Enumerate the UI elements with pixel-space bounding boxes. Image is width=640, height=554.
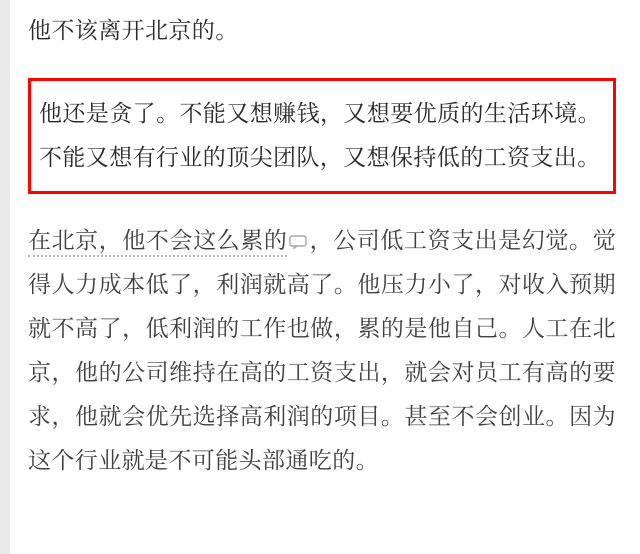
annotated-paragraph-rest: ，公司低工资支出是幻觉。觉得人力成本低了，利润就高了。他压力小了，对收入预期就不高了，低利润的工作也做，累的是他自己。人工在北京，他的公司维持在高的工资支出，就会对员工有高的要求，他就会优先选择高利润的项目。甚至不会创业。因为这个行业就是不可能头部通吃的。 xyxy=(28,227,617,473)
annotated-paragraph xyxy=(28,218,616,482)
highlighted-paragraph-text: 他还是贪了。不能又想赚钱，又想要优质的生活环境。不能又想有行业的顶尖团队，又想保持低的工资支出。 xyxy=(39,100,601,170)
annotated-phrase[interactable]: 在北京，他不会这么累的 xyxy=(28,227,287,257)
page-left-rail xyxy=(0,0,10,554)
paragraph-text: 他不该离开北京的。 xyxy=(28,17,239,43)
highlighted-region xyxy=(28,78,616,194)
document-content xyxy=(10,0,640,554)
comment-bubble-icon[interactable] xyxy=(289,235,307,249)
